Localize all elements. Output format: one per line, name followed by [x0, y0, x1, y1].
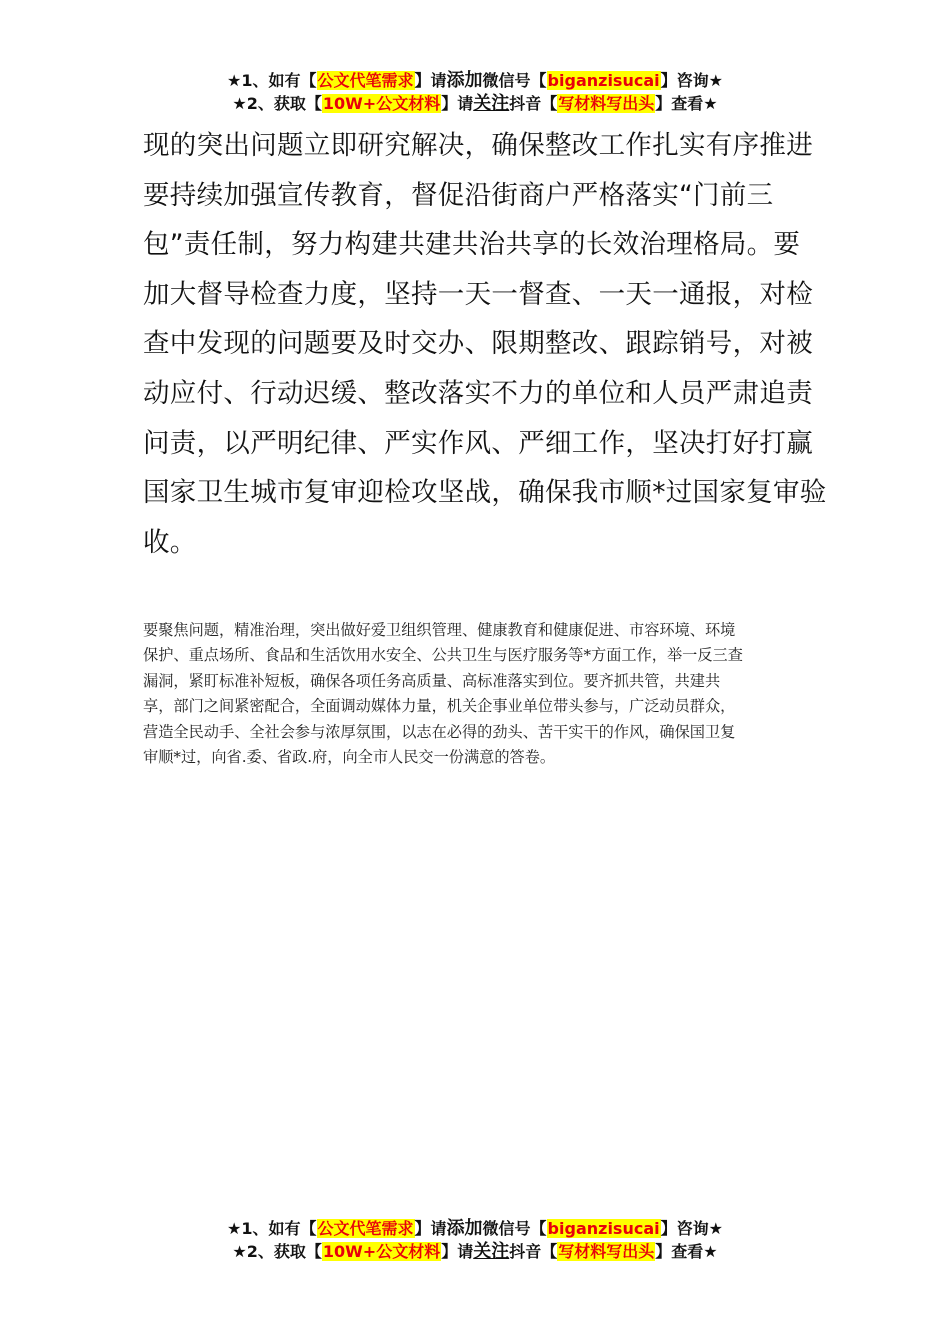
banner-text: ★1、如有【 [227, 71, 317, 90]
highlight-wechat-id: biganzisucai [547, 1219, 660, 1238]
banner-text: ★1、如有【 [227, 1219, 317, 1238]
highlight-service: 公文代笔需求 [317, 1219, 414, 1238]
header-banner [0, 69, 950, 115]
banner-text: 抖音【 [509, 1242, 558, 1261]
banner-line-2 [0, 1240, 950, 1263]
banner-text: 】咨询★ [660, 1219, 723, 1238]
banner-text: 】请 [441, 94, 474, 113]
banner-text: 】咨询★ [660, 71, 723, 90]
main-line: 国家卫生城市复审迎检攻坚战，确保我市顺*过国家复审验 [143, 477, 827, 509]
small-line: 营造全民动手、全社会参与浓厚氛围，以志在必得的劲头、苦干实干的作风，确保国卫复 [143, 722, 736, 741]
highlight-materials: 10W+公文材料 [322, 94, 441, 113]
banner-text: 】请 [441, 1242, 474, 1261]
banner-line-1 [0, 69, 950, 92]
small-line: 享，部门之间紧密配合，全面调动媒体力量，机关企事业单位带头参与，广泛动员群众， [143, 697, 736, 716]
banner-emphasis: 关注 [473, 93, 510, 114]
main-line: 包”责任制，努力构建共建共治共享的长效治理格局。要 [143, 229, 801, 261]
banner-line-1 [0, 1217, 950, 1240]
banner-text: 】请 [414, 1219, 447, 1238]
highlight-douyin-account: 写材料写出头 [558, 94, 655, 113]
banner-emphasis: 添加 [446, 1218, 483, 1239]
main-line: 问责，以严明纪律、严实作风、严细工作，坚决打好打赢 [143, 427, 813, 459]
main-line: 查中发现的问题要及时交办、限期整改、跟踪销号，对被 [143, 328, 813, 360]
highlight-wechat-id: biganzisucai [547, 71, 660, 90]
main-line: 动应付、行动迟缓、整改落实不力的单位和人员严肃追责 [143, 377, 813, 409]
main-paragraph [143, 121, 827, 567]
banner-line-2 [0, 92, 950, 115]
banner-text: 】查看★ [655, 1242, 718, 1261]
banner-text: 微信号【 [482, 71, 547, 90]
banner-text: 微信号【 [482, 1219, 547, 1238]
highlight-service: 公文代笔需求 [317, 71, 414, 90]
main-line: 加大督导检查力度，坚持一天一督查、一天一通报，对检 [143, 278, 813, 310]
banner-text: 】请 [414, 71, 447, 90]
small-line: 漏洞，紧盯标准补短板，确保各项任务高质量、高标准落实到位。要齐抓共管，共建共 [143, 671, 721, 690]
small-line: 保护、重点场所、食品和生活饮用水安全、公共卫生与医疗服务等*方面工作，举一反三查 [143, 646, 743, 665]
banner-text: 抖音【 [509, 94, 558, 113]
highlight-douyin-account: 写材料写出头 [558, 1242, 655, 1261]
banner-emphasis: 关注 [473, 1241, 510, 1262]
main-line: 要持续加强宣传教育，督促沿街商户严格落实“门前三 [143, 179, 774, 211]
highlight-materials: 10W+公文材料 [322, 1242, 441, 1261]
secondary-paragraph [143, 618, 809, 770]
banner-text: 】查看★ [655, 94, 718, 113]
banner-text: ★2、获取【 [232, 1242, 322, 1261]
banner-emphasis: 添加 [446, 70, 483, 91]
main-line: 现的突出问题立即研究解决，确保整改工作扎实有序推进 [143, 130, 813, 161]
main-line: 收。 [143, 526, 197, 558]
footer-banner [0, 1217, 950, 1263]
small-line: 要聚焦问题，精准治理，突出做好爱卫组织管理、健康教育和健康促进、市容环境、环境 [143, 621, 736, 639]
banner-text: ★2、获取【 [232, 94, 322, 113]
small-line: 审顺*过，向省.委、省政.府，向全市人民交一份满意的答卷。 [143, 748, 556, 767]
